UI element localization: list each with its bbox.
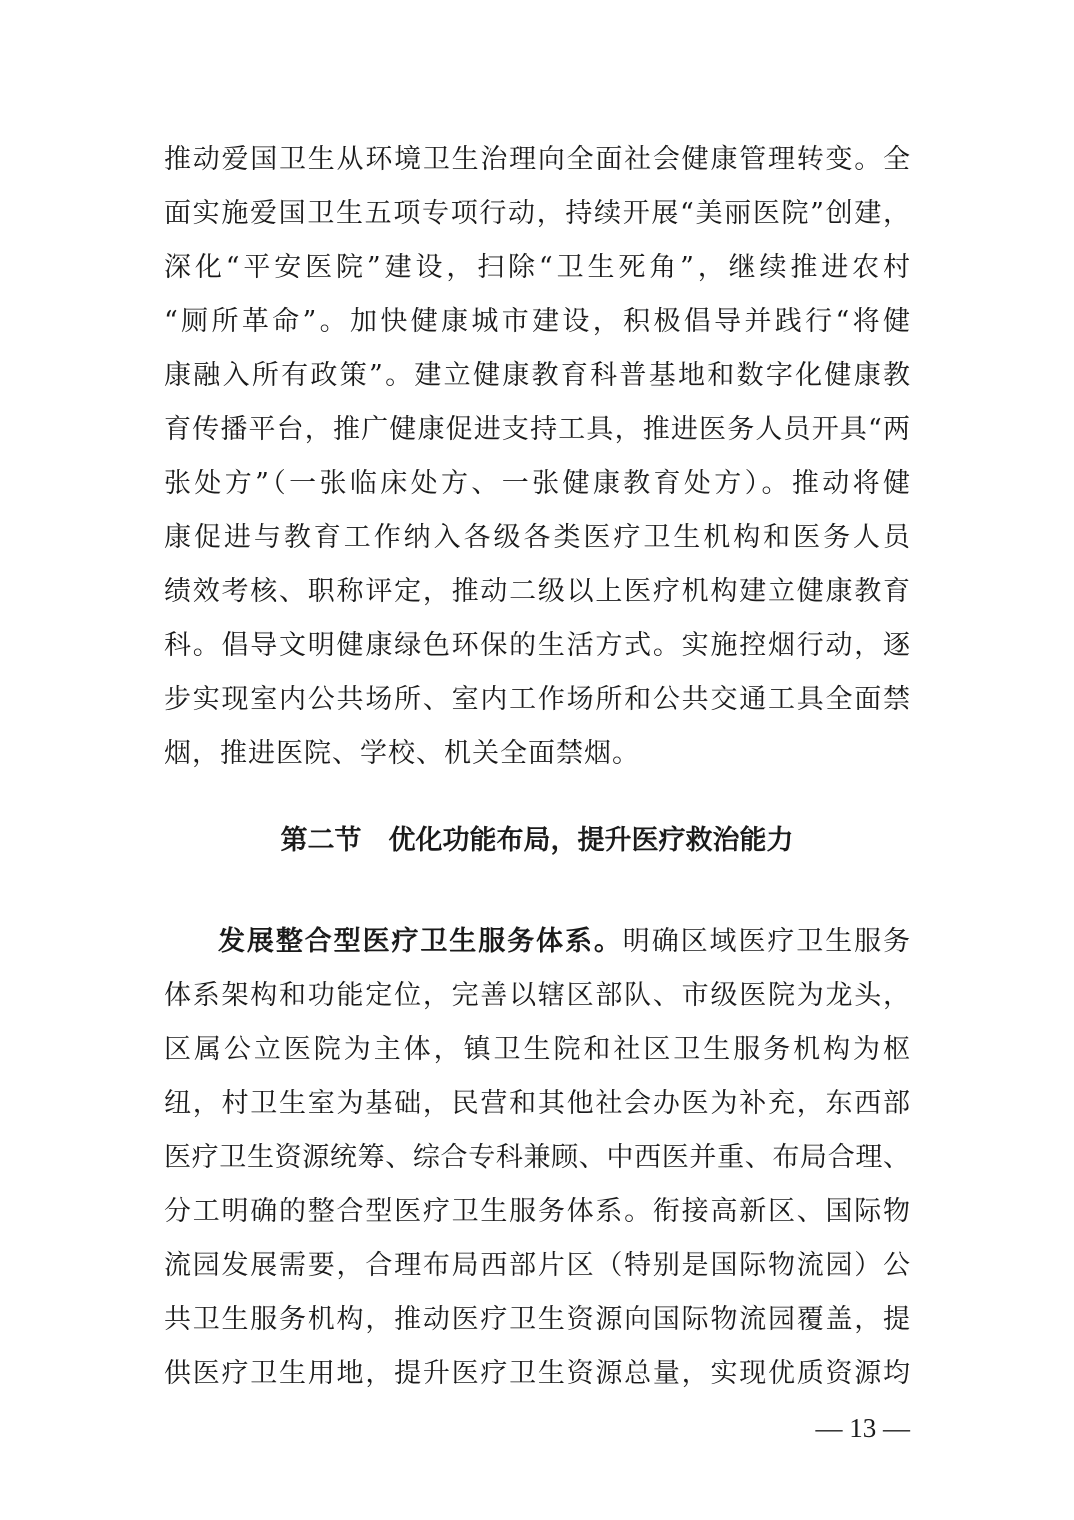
paragraph-line: 流园发展需要，合理布局西部片区（特别是国际物流园）公 <box>164 1250 910 1281</box>
paragraph-line: 推动爱国卫生从环境卫生治理向全面社会健康管理转变。全 <box>164 144 910 175</box>
paragraph-line: 育传播平台，推广健康促进支持工具，推进医务人员开具“两 <box>164 414 910 445</box>
page-number: — 13 — <box>815 1413 910 1443</box>
paragraph-line: 深化“平安医院”建设，扫除“卫生死角”，继续推进农村 <box>164 252 910 283</box>
paragraph-line: “厕所革命”。加快健康城市建设，积极倡导并践行“将健 <box>164 306 910 337</box>
paragraph-line: 张处方”（一张临床处方、一张健康教育处方）。推动将健 <box>164 468 910 499</box>
section-heading: 第二节 优化功能布局，提升医疗救治能力 <box>280 825 794 856</box>
paragraph-line: 共卫生服务机构，推动医疗卫生资源向国际物流园覆盖，提 <box>164 1304 910 1335</box>
paragraph-lead-bold: 发展整合型医疗卫生服务体系。 <box>218 926 623 957</box>
paragraph-line: 体系架构和功能定位，完善以辖区部队、市级医院为龙头， <box>164 980 910 1011</box>
paragraph-line: 供医疗卫生用地，提升医疗卫生资源总量，实现优质资源均 <box>164 1358 910 1389</box>
paragraph-line: 区属公立医院为主体，镇卫生院和社区卫生服务机构为枢 <box>164 1034 910 1065</box>
paragraph-line: 面实施爱国卫生五项专项行动，持续开展“美丽医院”创建， <box>164 198 910 229</box>
paragraph-lead-rest: 明确区域医疗卫生服务 <box>622 926 911 957</box>
paragraph-line: 纽，村卫生室为基础，民营和其他社会办医为补充，东西部 <box>164 1088 910 1119</box>
paragraph-line: 康促进与教育工作纳入各级各类医疗卫生机构和医务人员 <box>164 522 910 553</box>
paragraph-first-line <box>218 915 910 969</box>
paragraph-line: 医疗卫生资源统筹、综合专科兼顾、中西医并重、布局合理、 <box>164 1142 910 1173</box>
paragraph-line: 烟，推进医院、学校、机关全面禁烟。 <box>164 738 640 769</box>
paragraph-line: 康融入所有政策”。建立健康教育科普基地和数字化健康教 <box>164 360 910 391</box>
paragraph-line: 分工明确的整合型医疗卫生服务体系。衔接高新区、国际物 <box>164 1196 910 1227</box>
paragraph-line: 步实现室内公共场所、室内工作场所和公共交通工具全面禁 <box>164 684 910 715</box>
paragraph-line: 科。倡导文明健康绿色环保的生活方式。实施控烟行动，逐 <box>164 630 910 661</box>
paragraph-line: 绩效考核、职称评定，推动二级以上医疗机构建立健康教育 <box>164 576 910 607</box>
